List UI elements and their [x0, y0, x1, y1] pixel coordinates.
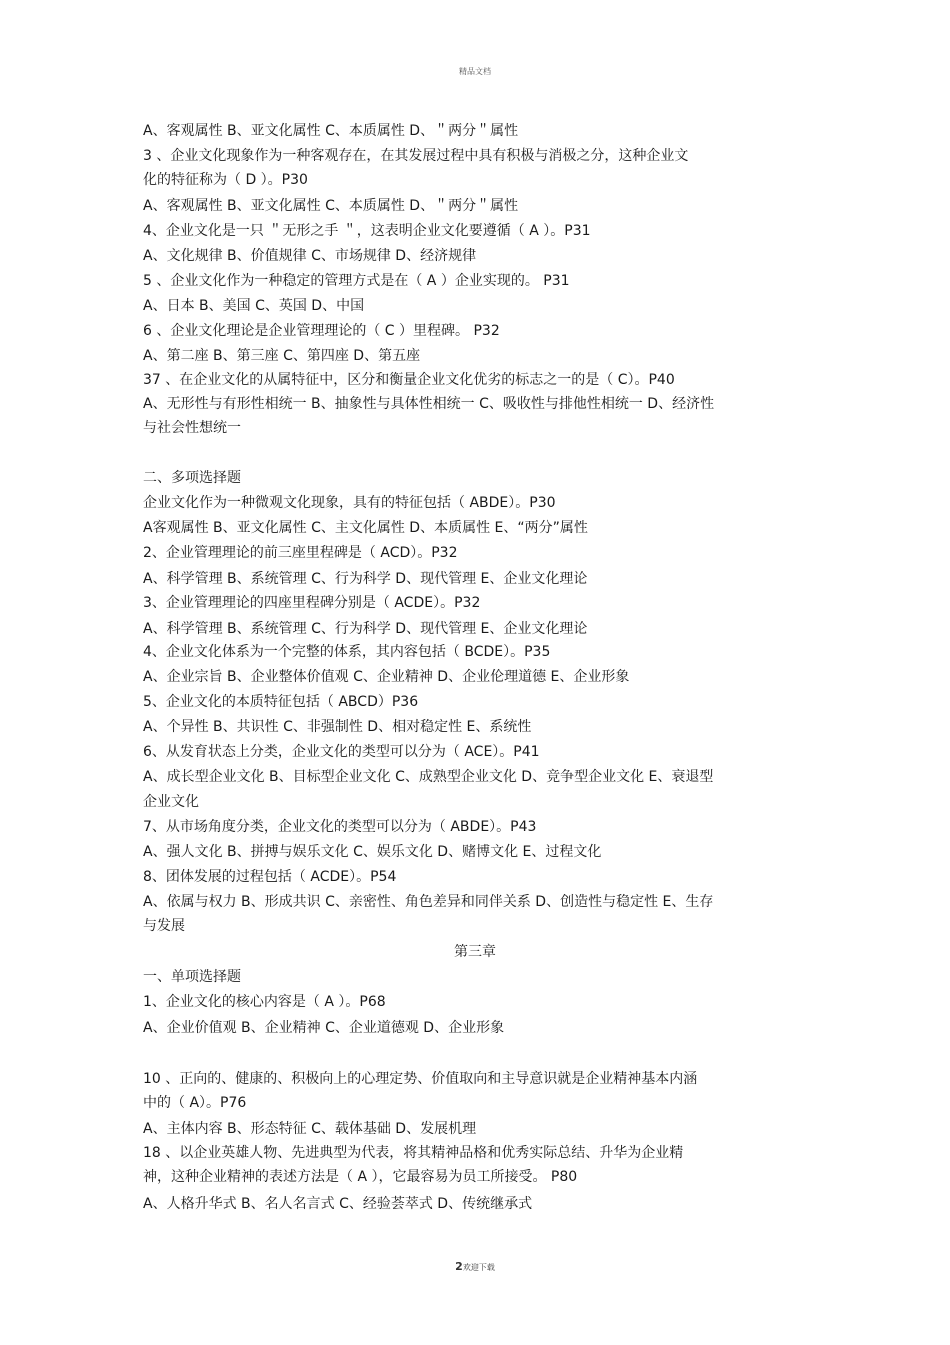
text-line: A、成长型企业文化 B、目标型企业文化 C、成熟型企业文化 D、竞争型企业文化 E、衰退型	[143, 769, 714, 785]
text-line: 1、企业文化的核心内容是（ A ）。P68	[143, 994, 386, 1010]
text-line: A、日本 B、美国 C、英国 D、中国	[143, 298, 365, 314]
text-line: 与发展	[143, 918, 185, 934]
text-line: 中的（ A）。P76	[143, 1095, 247, 1111]
text-line: 18 、以企业英雄人物、先进典型为代表，将其精神品格和优秀实际总结、升华为企业精	[143, 1145, 684, 1161]
text-line: A、第二座 B、第三座 C、第四座 D、第五座	[143, 348, 421, 364]
page-number: 2	[455, 1260, 463, 1273]
text-line: A客观属性 B、亚文化属性 C、主文化属性 D、本质属性 E、“两分”属性	[143, 520, 588, 536]
text-line: A、客观属性 B、亚文化属性 C、本质属性 D、＂两分＂属性	[143, 198, 519, 214]
text-line: A、客观属性 B、亚文化属性 C、本质属性 D、＂两分＂属性	[143, 123, 519, 139]
text-line: 37 、在企业文化的从属特征中，区分和衡量企业文化优劣的标志之一的是（ C）。P40	[143, 372, 675, 388]
text-line: A、人格升华式 B、名人名言式 C、经验荟萃式 D、传统继承式	[143, 1196, 533, 1212]
text-line: A、依属与权力 B、形成共识 C、亲密性、角色差异和同伴关系 D、创造性与稳定性 E、生存	[143, 894, 714, 910]
text-line: 8、团体发展的过程包括（ ACDE）。P54	[143, 869, 397, 885]
text-line: 3、企业管理理论的四座里程碑分别是（ ACDE）。P32	[143, 595, 481, 611]
text-line: A、科学管理 B、系统管理 C、行为科学 D、现代管理 E、企业文化理论	[143, 571, 588, 587]
text-line: A、企业价值观 B、企业精神 C、企业道德观 D、企业形象	[143, 1020, 505, 1036]
text-line: 4、企业文化体系为一个完整的体系，其内容包括（ BCDE）。P35	[143, 644, 551, 660]
text-line: 7、从市场角度分类，企业文化的类型可以分为（ ABDE）。P43	[143, 819, 537, 835]
text-line: 6 、企业文化理论是企业管理理论的（ C ）里程碑。 P32	[143, 323, 500, 339]
page-footer	[0, 1260, 950, 1273]
text-line: A、科学管理 B、系统管理 C、行为科学 D、现代管理 E、企业文化理论	[143, 621, 588, 637]
section-heading: 一、单项选择题	[143, 969, 241, 985]
text-line: 企业文化作为一种微观文化现象，具有的特征包括（ ABDE）。P30	[143, 495, 556, 511]
text-line: 神，这种企业精神的表述方法是（ A ），它最容易为员工所接受。 P80	[143, 1169, 578, 1185]
chapter-title: 第三章	[454, 944, 496, 960]
text-line: A、文化规律 B、价值规律 C、市场规律 D、经济规律	[143, 248, 477, 264]
text-line: 3 、企业文化现象作为一种客观存在，在其发展过程中具有积极与消极之分，这种企业文	[143, 148, 689, 164]
text-line: 与社会性想统一	[143, 420, 241, 436]
section-heading: 二、多项选择题	[143, 470, 241, 486]
text-line: 10 、正向的、健康的、积极向上的心理定势、价值取向和主导意识就是企业精神基本内涵	[143, 1071, 698, 1087]
footer-text: 欢迎下载	[462, 1263, 495, 1272]
text-line: 企业文化	[143, 794, 199, 810]
text-line: 化的特征称为（ D ）。P30	[143, 172, 308, 188]
page-header: 精品文档	[459, 67, 491, 76]
text-line: 5、企业文化的本质特征包括（ ABCD）P36	[143, 694, 419, 710]
text-line: 4、企业文化是一只 ＂无形之手 ＂，这表明企业文化要遵循（ A ）。P31	[143, 223, 591, 239]
text-line: A、无形性与有形性相统一 B、抽象性与具体性相统一 C、吸收性与排他性相统一 D、经济性	[143, 396, 715, 412]
text-line: 6、从发育状态上分类，企业文化的类型可以分为（ ACE）。P41	[143, 744, 540, 760]
text-line: 5 、企业文化作为一种稳定的管理方式是在（ A ）企业实现的。 P31	[143, 273, 570, 289]
text-line: A、个异性 B、共识性 C、非强制性 D、相对稳定性 E、系统性	[143, 719, 532, 735]
text-line: A、主体内容 B、形态特征 C、载体基础 D、发展机理	[143, 1121, 477, 1137]
text-line: A、企业宗旨 B、企业整体价值观 C、企业精神 D、企业伦理道德 E、企业形象	[143, 669, 630, 685]
text-line: 2、企业管理理论的前三座里程碑是（ ACD）。P32	[143, 545, 458, 561]
text-line: A、强人文化 B、拼搏与娱乐文化 C、娱乐文化 D、赌博文化 E、过程文化	[143, 844, 602, 860]
